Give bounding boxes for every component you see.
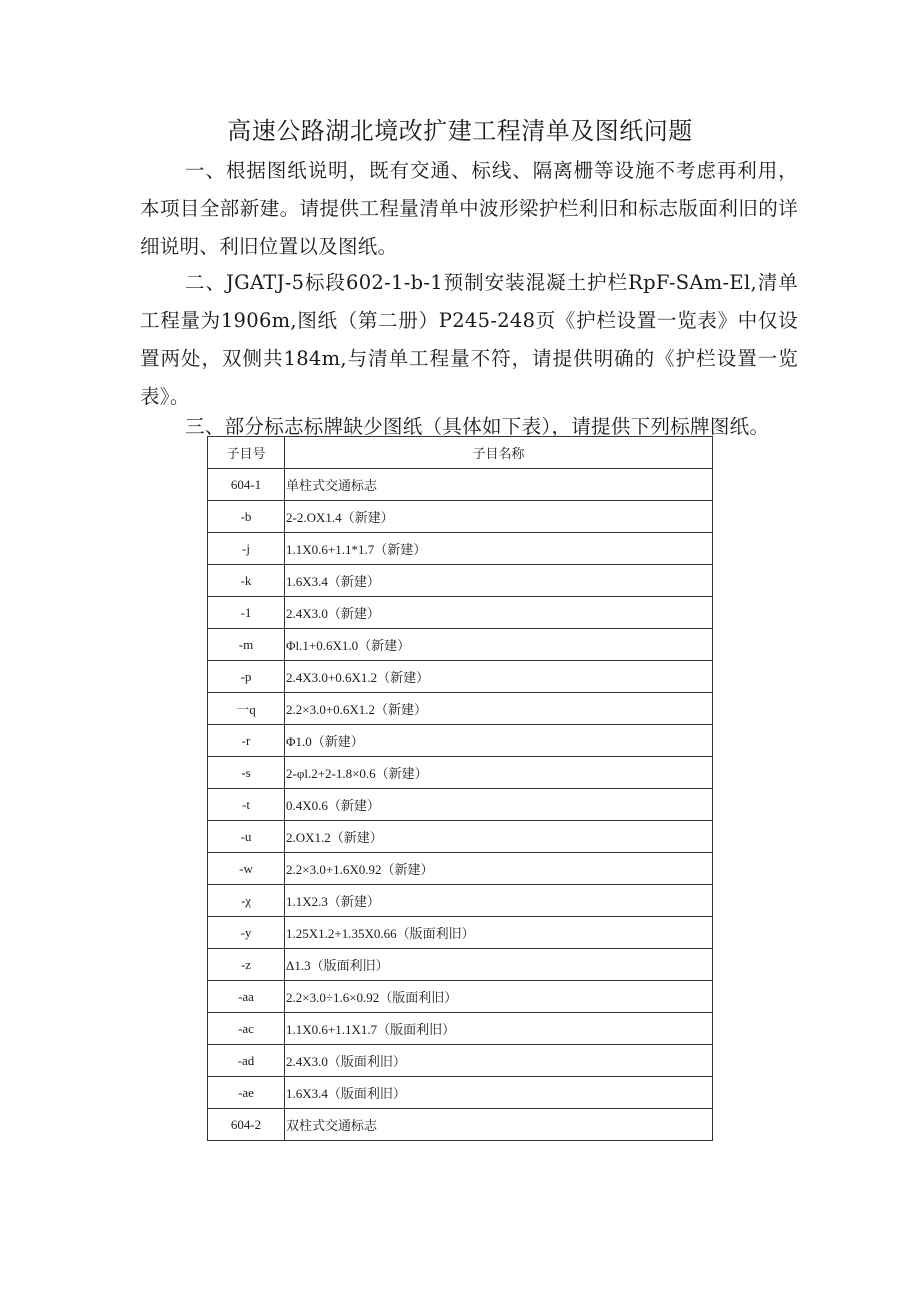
table-row (208, 1013, 713, 1045)
item-code: -t (208, 789, 285, 821)
table-row (208, 565, 713, 597)
item-name: Φ1.0（新建） (285, 725, 713, 757)
table-row (208, 821, 713, 853)
item-name: 2-2.OX1.4（新建） (285, 501, 713, 533)
paragraph-2: 二、JGATJ-5标段602-1-b-1预制安装混凝土护栏RpF-SAm-El,清单工程量为1906m,图纸（第二册）P245-248页《护栏设置一览表》中仅设置两处，双侧共184m,与清单工程量不符，请提供明确的《护栏设置一览表》。 (140, 271, 798, 408)
paragraph-3: 三、部分标志标牌缺少图纸（具体如下表），请提供下列标牌图纸。 (185, 415, 770, 438)
item-name: 1.1X0.6+1.1*1.7（新建） (285, 533, 713, 565)
paragraph-1: 一、根据图纸说明，既有交通、标线、隔离栅等设施不考虑再利用，本项目全部新建。请提供工程量清单中波形梁护栏利旧和标志版面利旧的详细说明、利旧位置以及图纸。 (140, 159, 798, 258)
item-name: 0.4X0.6（新建） (285, 789, 713, 821)
item-name: 双柱式交通标志 (285, 1109, 713, 1141)
item-name: 2.4X3.0（新建） (285, 597, 713, 629)
table-row (208, 917, 713, 949)
item-name: Δ1.3（版面利旧） (285, 949, 713, 981)
item-name: 1.1X2.3（新建） (285, 885, 713, 917)
item-name: 1.6X3.4（版面利旧） (285, 1077, 713, 1109)
item-code: -p (208, 661, 285, 693)
item-name: 2.OX1.2（新建） (285, 821, 713, 853)
document-title: 高速公路湖北境改扩建工程清单及图纸问题 (227, 117, 693, 145)
table-row (208, 853, 713, 885)
item-code: -1 (208, 597, 285, 629)
item-code: 604-1 (208, 469, 285, 501)
table-row (208, 469, 713, 501)
item-code: 一q (208, 693, 285, 725)
table-row (208, 949, 713, 981)
table-row (208, 1045, 713, 1077)
item-code: -r (208, 725, 285, 757)
table-row (208, 533, 713, 565)
header-item-code: 子目号 (208, 437, 285, 469)
item-code: -w (208, 853, 285, 885)
table-row (208, 629, 713, 661)
item-code: -ac (208, 1013, 285, 1045)
item-code: -χ (208, 885, 285, 917)
item-code: -m (208, 629, 285, 661)
item-name: 1.25X1.2+1.35X0.66（版面利旧） (285, 917, 713, 949)
item-name: Φl.1+0.6X1.0（新建） (285, 629, 713, 661)
table-row (208, 1109, 713, 1141)
table-row (208, 661, 713, 693)
sign-items-table (207, 436, 713, 1141)
item-code: -ae (208, 1077, 285, 1109)
item-code: 604-2 (208, 1109, 285, 1141)
table-row (208, 981, 713, 1013)
table-header-row (208, 437, 713, 469)
table-row (208, 693, 713, 725)
item-code: -ad (208, 1045, 285, 1077)
item-name: 2.2×3.0÷1.6×0.92（版面利旧） (285, 981, 713, 1013)
item-code: -u (208, 821, 285, 853)
item-code: -k (208, 565, 285, 597)
item-name: 2.4X3.0（版面利旧） (285, 1045, 713, 1077)
item-code: -s (208, 757, 285, 789)
item-code: -j (208, 533, 285, 565)
table-row (208, 501, 713, 533)
item-code: -y (208, 917, 285, 949)
item-code: -z (208, 949, 285, 981)
item-name: 1.6X3.4（新建） (285, 565, 713, 597)
table-row (208, 1077, 713, 1109)
item-name: 1.1X0.6+1.1X1.7（版面利旧） (285, 1013, 713, 1045)
item-code: -aa (208, 981, 285, 1013)
table-row (208, 725, 713, 757)
item-name: 2.2×3.0+1.6X0.92（新建） (285, 853, 713, 885)
item-name: 2.4X3.0+0.6X1.2（新建） (285, 661, 713, 693)
item-code: -b (208, 501, 285, 533)
table-row (208, 789, 713, 821)
table-row (208, 597, 713, 629)
item-name: 单柱式交通标志 (285, 469, 713, 501)
table-row (208, 885, 713, 917)
item-name: 2.2×3.0+0.6X1.2（新建） (285, 693, 713, 725)
item-name: 2-φl.2+2-1.8×0.6（新建） (285, 757, 713, 789)
header-item-name: 子目名称 (285, 437, 713, 469)
table-row (208, 757, 713, 789)
